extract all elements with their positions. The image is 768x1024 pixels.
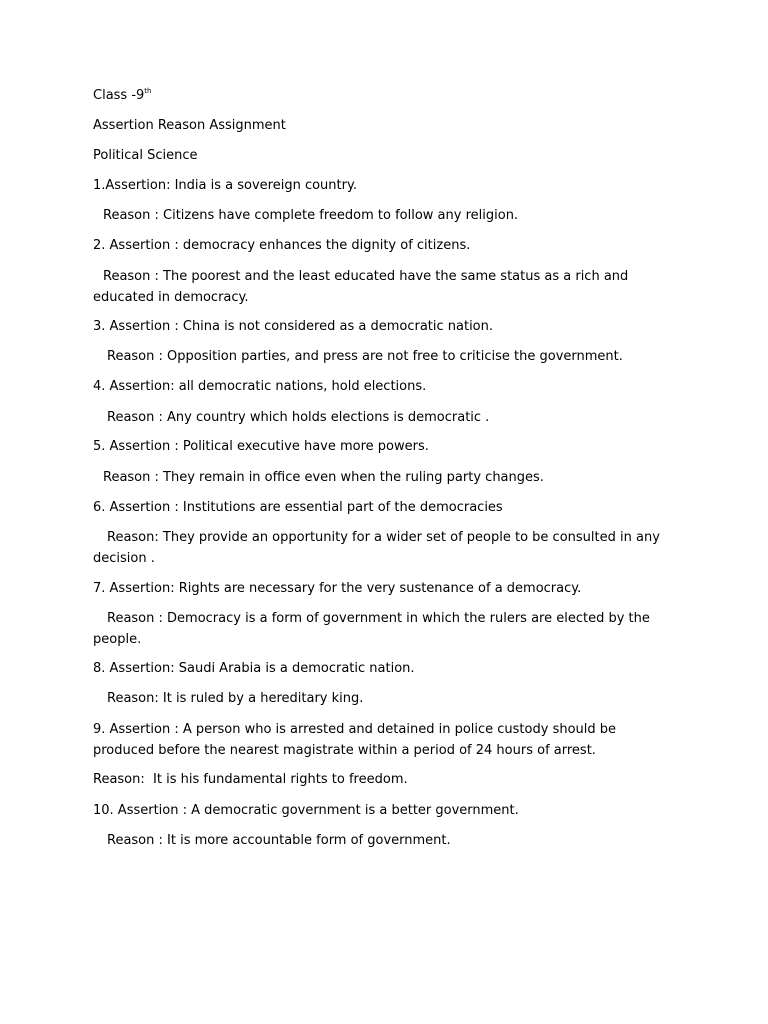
reason-7: Reason : Democracy is a form of government in which the rulers are elected by the people. xyxy=(93,611,655,647)
reason-2: Reason : The poorest and the least educated have the same status as a rich and educated in democracy. xyxy=(93,269,633,305)
reason-4: Reason : Any country which holds elections is democratic . xyxy=(107,410,490,425)
reason-1: Reason : Citizens have complete freedom to follow any religion. xyxy=(103,208,519,223)
reason-6: Reason: They provide an opportunity for a wider set of people to be consulted in any decision . xyxy=(93,530,665,566)
assertion-9: 9. Assertion : A person who is arrested and detained in police custody should be produced before the nearest magistrate within a period of 24 hours of arrest. xyxy=(93,722,621,758)
reason-8: Reason: It is ruled by a hereditary king. xyxy=(107,691,364,706)
assertion-3: 3. Assertion : China is not considered as a democratic nation. xyxy=(93,319,494,334)
reason-10: Reason : It is more accountable form of government. xyxy=(107,833,451,848)
reason-9: Reason: It is his fundamental rights to freedom. xyxy=(93,772,408,787)
class-line xyxy=(93,86,678,107)
subject-title: Political Science xyxy=(93,148,198,163)
assertion-4: 4. Assertion: all democratic nations, hold elections. xyxy=(93,379,427,394)
assertion-2: 2. Assertion : democracy enhances the dignity of citizens. xyxy=(93,238,471,253)
assertion-5: 5. Assertion : Political executive have more powers. xyxy=(93,439,429,454)
assignment-title: Assertion Reason Assignment xyxy=(93,118,286,133)
assertion-6: 6. Assertion : Institutions are essential part of the democracies xyxy=(93,500,503,515)
reason-3: Reason : Opposition parties, and press are not free to criticise the government. xyxy=(107,349,623,364)
class-label: Class -9 xyxy=(93,88,145,103)
assertion-1: 1.Assertion: India is a sovereign country. xyxy=(93,178,357,193)
reason-5: Reason : They remain in office even when the ruling party changes. xyxy=(103,470,544,485)
assertion-10: 10. Assertion : A democratic government is a better government. xyxy=(93,803,519,818)
assertion-8: 8. Assertion: Saudi Arabia is a democratic nation. xyxy=(93,661,415,676)
assertion-7: 7. Assertion: Rights are necessary for the very sustenance of a democracy. xyxy=(93,581,582,596)
class-superscript: th xyxy=(144,87,152,95)
